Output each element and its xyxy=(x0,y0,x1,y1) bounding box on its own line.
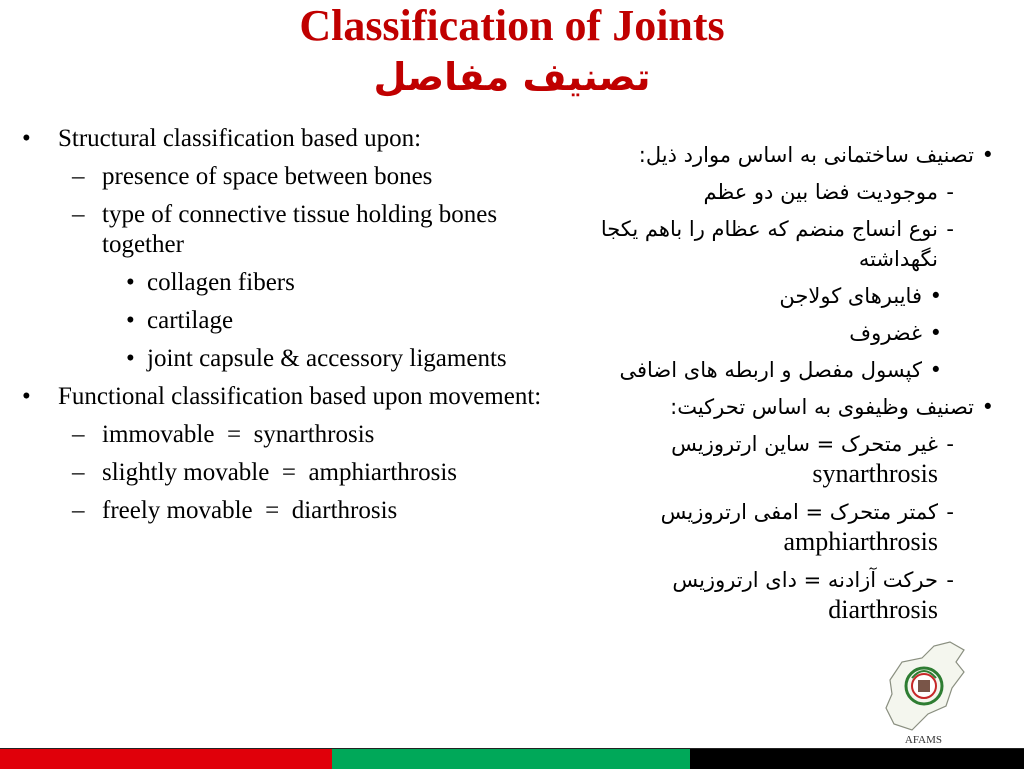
afghanistan-map-logo-icon xyxy=(872,628,972,748)
tissue-text: type of connective tissue holding bones together xyxy=(102,201,498,258)
functional-text: Functional classification based upon movement: xyxy=(58,383,542,410)
dash-marker: – xyxy=(72,421,85,448)
dash-marker: - xyxy=(946,217,954,241)
bullet-marker: • xyxy=(929,358,942,382)
structural-text: Structural classification based upon: xyxy=(58,125,422,152)
bullet-marker: • xyxy=(126,269,135,296)
freely-text: freely movable = diarthrosis xyxy=(102,497,398,524)
dash-marker: - xyxy=(946,500,954,524)
bullet-marker: • xyxy=(981,143,994,167)
dash-marker: – xyxy=(72,497,85,524)
list-item xyxy=(524,429,994,490)
collagen-text-dari: فایبرهای کولاجن xyxy=(779,284,922,308)
bullet-marker: • xyxy=(22,383,31,410)
tissue-text-dari: نوع انساج منضم که عظام را باهم یکجا نگهداشته xyxy=(600,217,938,271)
dash-marker: – xyxy=(72,459,85,486)
dari-column xyxy=(524,140,994,633)
space-text: presence of space between bones xyxy=(102,163,433,190)
slide-subtitle: تصنیف مفاصل xyxy=(373,55,651,99)
list-item xyxy=(524,355,994,385)
list-item xyxy=(22,382,552,412)
cartilage-text-dari: غضروف xyxy=(849,321,922,345)
slightly-text: slightly movable = amphiarthrosis xyxy=(102,459,458,486)
bullet-marker: • xyxy=(126,307,135,334)
slide-title: Classification of Joints xyxy=(299,1,725,50)
functional-text-dari: تصنیف وظیفوی به اساس تحرکیت: xyxy=(670,395,974,419)
freely-latin: diarthrosis xyxy=(828,595,938,624)
space-text-dari: موجودیت فضا بین دو عظم xyxy=(703,180,938,204)
list-item xyxy=(22,268,552,298)
footer-red-segment xyxy=(0,748,332,769)
list-item xyxy=(524,140,994,170)
list-item xyxy=(22,200,552,260)
list-item xyxy=(524,565,994,626)
bullet-marker: • xyxy=(22,125,31,152)
dash-marker: - xyxy=(946,180,954,204)
list-item xyxy=(22,458,552,488)
list-item xyxy=(524,497,994,558)
list-item xyxy=(22,306,552,336)
dash-marker: – xyxy=(72,163,85,190)
bullet-marker: • xyxy=(929,321,942,345)
structural-text-dari: تصنیف ساختمانی به اساس موارد ذیل: xyxy=(638,143,974,167)
list-item xyxy=(524,177,994,207)
list-item xyxy=(22,496,552,526)
capsule-text: joint capsule & accessory ligaments xyxy=(147,345,507,372)
footer-color-bar xyxy=(0,748,1024,768)
bullet-marker: • xyxy=(929,284,942,308)
slightly-latin: amphiarthrosis xyxy=(783,527,938,556)
immovable-text-dari: غیر متحرک = ساین ارتروزیس xyxy=(671,432,938,456)
list-item xyxy=(22,420,552,450)
capsule-text-dari: کپسول مفصل و اربطه های اضافی xyxy=(619,358,922,382)
immovable-text: immovable = synarthrosis xyxy=(102,421,375,448)
list-item xyxy=(22,344,552,374)
bullet-marker: • xyxy=(981,395,994,419)
freely-text-dari: حرکت آزادنه = دای ارتروزیس xyxy=(672,568,938,592)
list-item xyxy=(524,281,994,311)
footer-black-segment xyxy=(690,748,1024,769)
english-column xyxy=(22,124,552,534)
list-item xyxy=(524,214,994,274)
list-item xyxy=(524,392,994,422)
dash-marker: – xyxy=(72,201,85,228)
dash-marker: - xyxy=(946,432,954,456)
list-item xyxy=(22,162,552,192)
list-item xyxy=(524,318,994,348)
footer-green-segment xyxy=(332,748,690,769)
cartilage-text: cartilage xyxy=(147,307,234,334)
logo-label: AFAMS xyxy=(904,734,942,746)
dash-marker: - xyxy=(946,568,954,592)
bullet-marker: • xyxy=(126,345,135,372)
collagen-text: collagen fibers xyxy=(147,269,295,296)
slightly-text-dari: کمتر متحرک = امفی ارتروزیس xyxy=(660,500,938,524)
immovable-latin: synarthrosis xyxy=(812,459,938,488)
list-item xyxy=(22,124,552,154)
